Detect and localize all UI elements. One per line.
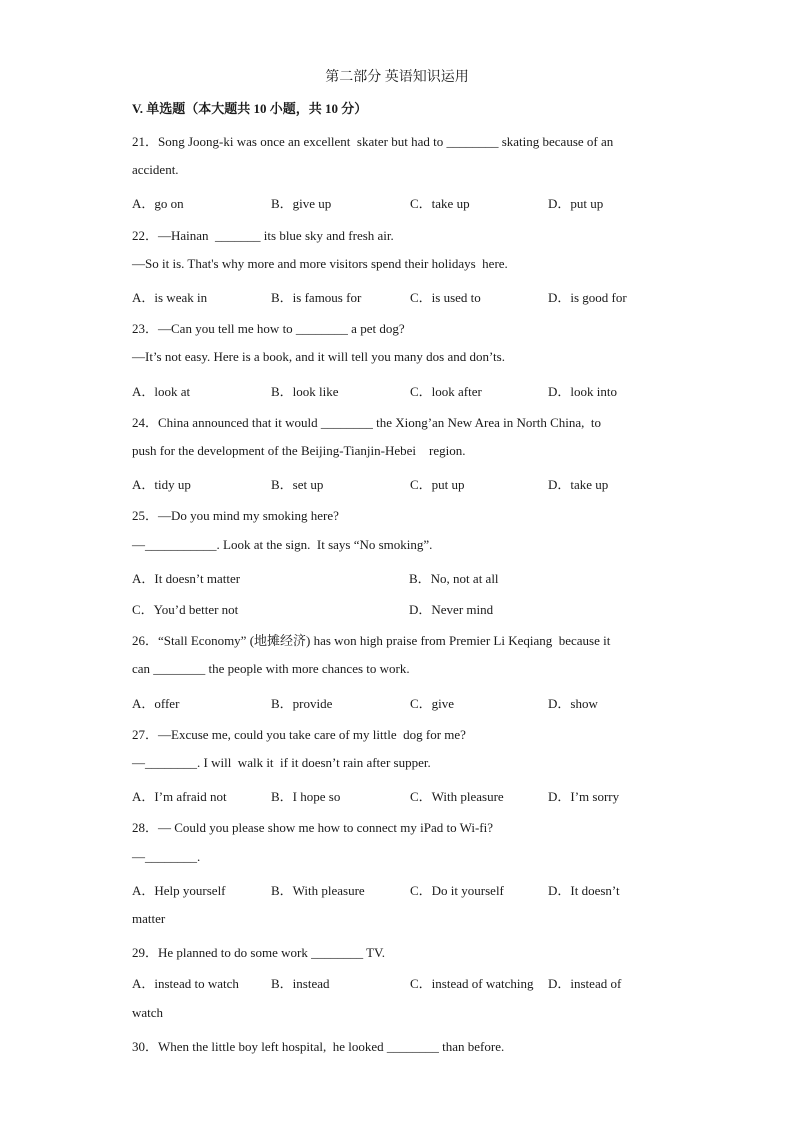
question-22-stem: 22．—Hainan _______ its blue sky and fresh air. [132, 228, 394, 243]
question-22-option-c: C．is used to [410, 290, 481, 305]
question-28-option-d-wrap: matter [132, 911, 166, 926]
question-22-option-d: D．is good for [548, 290, 627, 305]
question-26-option-a: A．offer [132, 696, 180, 711]
question-27-option-a: A．I’m afraid not [132, 789, 227, 804]
question-25-option-d: D．Never mind [409, 602, 494, 617]
question-24-option-b: B．set up [271, 477, 324, 492]
question-29-option-a: A．instead to watch [132, 976, 239, 991]
question-27-reply: —________. I will walk it if it doesn’t rain after supper. [132, 755, 431, 770]
question-23-reply: —It’s not easy. Here is a book, and it will tell you many dos and don’ts. [132, 349, 505, 364]
question-21-option-b: B．give up [271, 196, 332, 211]
question-29-option-d: D．instead of [548, 976, 622, 991]
question-26-stem-continued: can ________ the people with more chances to work. [132, 661, 410, 676]
question-24-option-a: A．tidy up [132, 477, 191, 492]
question-21-option-a: A．go on [132, 196, 184, 211]
question-29-option-b: B．instead [271, 976, 330, 991]
question-22-reply: —So it is. That's why more and more visitors spend their holidays here. [132, 256, 508, 271]
question-28-stem: 28．— Could you please show me how to connect my iPad to Wi-fi? [132, 820, 494, 835]
question-21-option-c: C．take up [410, 196, 470, 211]
section-title: V. 单选题（本大题共 10 小题，共 10 分） [132, 101, 368, 116]
question-29-option-d-wrap: watch [132, 1005, 164, 1020]
question-25-reply: —___________. Look at the sign. It says “No smoking”. [132, 537, 433, 552]
question-29-option-c: C．instead of watching [410, 976, 534, 991]
question-27-stem: 27．—Excuse me, could you take care of my little dog for me? [132, 727, 466, 742]
question-24-option-c: C．put up [410, 477, 465, 492]
question-28-option-a: A．Help yourself [132, 883, 226, 898]
question-23-option-d: D．look into [548, 384, 617, 399]
question-21-stem: 21．Song Joong-ki was once an excellent skater but had to ________ skating because of an [132, 134, 614, 149]
question-22-option-b: B．is famous for [271, 290, 362, 305]
question-25-stem: 25．—Do you mind my smoking here? [132, 508, 339, 523]
question-28-option-d: D．It doesn’t [548, 883, 620, 898]
question-24-option-d: D．take up [548, 477, 609, 492]
question-28-option-c: C．Do it yourself [410, 883, 504, 898]
question-28-reply: —________. [132, 849, 201, 864]
question-23-option-a: A．look at [132, 384, 191, 399]
question-26-stem: 26．“Stall Economy” (地摊经济) has won high praise from Premier Li Keqiang because it [132, 633, 611, 648]
question-23-option-b: B．look like [271, 384, 339, 399]
question-21-option-d: D．put up [548, 196, 604, 211]
question-28-option-b: B．With pleasure [271, 883, 365, 898]
question-26-option-c: C．give [410, 696, 455, 711]
question-22-option-a: A．is weak in [132, 290, 208, 305]
question-27-option-d: D．I’m sorry [548, 789, 620, 804]
question-26-option-b: B．provide [271, 696, 333, 711]
question-27-option-b: B．I hope so [271, 789, 341, 804]
question-23-option-c: C．look after [410, 384, 482, 399]
part-title: 第二部分 英语知识运用 [325, 70, 469, 85]
question-30-stem: 30．When the little boy left hospital, he looked ________ than before. [132, 1039, 505, 1054]
question-24-stem-continued: push for the development of the Beijing-Tianjin-Hebei region. [132, 443, 466, 458]
question-21-stem-continued: accident. [132, 162, 179, 177]
question-25-option-b: B．No, not at all [409, 571, 499, 586]
question-29-stem: 29．He planned to do some work ________ TV. [132, 945, 385, 960]
question-23-stem: 23．—Can you tell me how to ________ a pet dog? [132, 321, 405, 336]
question-24-stem: 24．China announced that it would ________ the Xiong’an New Area in North China, to [132, 415, 602, 430]
question-25-option-a: A．It doesn’t matter [132, 571, 241, 586]
question-26-option-d: D．show [548, 696, 598, 711]
question-27-option-c: C．With pleasure [410, 789, 504, 804]
question-25-option-c: C．You’d better not [132, 602, 239, 617]
